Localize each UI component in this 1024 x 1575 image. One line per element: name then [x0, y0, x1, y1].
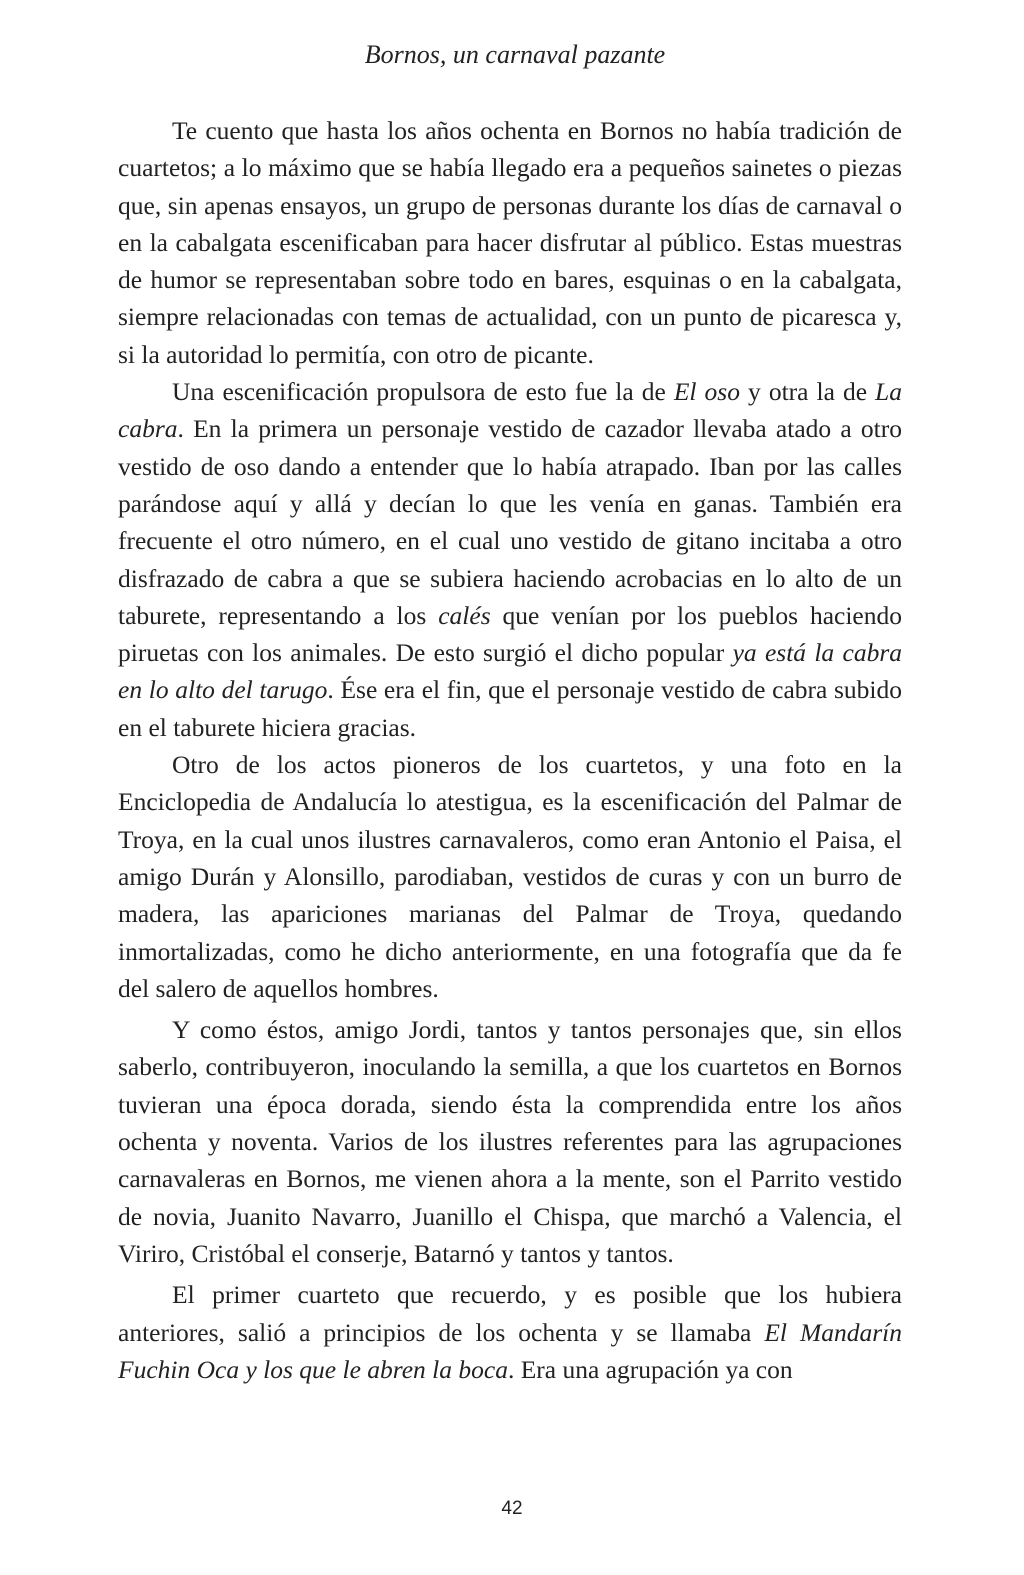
- italic-phrase: El Mandarín Fuchin Oca y los que le abren la boca: [118, 1317, 902, 1384]
- paragraph: [118, 373, 902, 746]
- italic-phrase: La cabra: [118, 377, 902, 444]
- text-run: El primer cuarteto que recuerdo, y es posible que los hubiera anteriores, salió a principios de los ochenta y se llamaba: [118, 1280, 902, 1347]
- text-run: . En la primera un personaje vestido de cazador llevaba atado a otro vestido de oso dando a entender que lo había atrapado. Iban por las calles parándose aquí y allá y decían lo que les venía en ganas. También era frecuente el otro número, en el cual uno vestido de gitano incitaba a otro disfrazado de cabra a que se subiera haciendo acrobacias en lo alto de un taburete, representando a los: [118, 414, 902, 630]
- paragraph: [118, 1276, 902, 1388]
- italic-phrase: ya está la cabra en lo alto del tarugo: [118, 638, 902, 705]
- text-run: Te cuento que hasta los años ochenta en Bornos no había tradición de cuartetos; a lo máximo que se había llegado era a pequeños sainetes o piezas que, sin apenas ensayos, un grupo de personas durante los días de carnaval o en la cabalgata escenificaban para hacer disfrutar al público. Estas muestras de humor se representaban sobre todo en bares, esquinas o en la cabalgata, siempre relacionadas con temas de actualidad, con un punto de picaresca y, si la autoridad lo permitía, con otro de picante.: [118, 116, 902, 369]
- running-header: Bornos, un carnaval pazante: [364, 40, 666, 69]
- text-run: Una escenificación propulsora de esto fue la de: [172, 377, 674, 407]
- paragraph: [118, 746, 902, 1007]
- page-number: 42: [501, 1498, 523, 1519]
- text-run: Otro de los actos pioneros de los cuartetos, y una foto en la Enciclopedia de Andalucía lo atestigua, es la escenificación del Palmar de Troya, en la cual unos ilustres carnavaleros, como eran Antonio el Paisa, el amigo Durán y Alonsillo, parodiaban, vestidos de curas y con un burro de madera, las apariciones marianas del Palmar de Troya, quedando inmortalizadas, como he dicho anteriormente, en una fotografía que da fe del salero de aquellos hombres.: [118, 750, 902, 1003]
- italic-phrase: calés: [438, 600, 491, 630]
- text-run: . Era una agrupación ya con: [507, 1354, 793, 1384]
- paragraph: [118, 112, 902, 373]
- text-run: . Ése era el fin, que el personaje vestido de cabra subido en el taburete hiciera gracias.: [118, 675, 903, 742]
- body-text: [118, 112, 902, 1388]
- text-run: y otra la de: [739, 377, 876, 407]
- text-run: Y como éstos, amigo Jordi, tantos y tantos personajes que, sin ellos saberlo, contribuyeron, inoculando la semilla, a que los cuartetos en Bornos tuvieran una época dorada, siendo ésta la comprendida entre los años ochenta y noventa. Varios de los ilustres referentes para las agrupaciones carnavaleras en Bornos, me vienen ahora a la mente, son el Parrito vestido de novia, Juanito Navarro, Juanillo el Chispa, que marchó a Valencia, el Viriro, Cristóbal el conserje, Batarnó y tantos y tantos.: [118, 1015, 902, 1268]
- text-run: que venían por los pueblos haciendo piruetas con los animales. De esto surgió el dicho popular: [118, 600, 902, 668]
- paragraph: [118, 1011, 902, 1272]
- italic-phrase: El oso: [673, 377, 740, 407]
